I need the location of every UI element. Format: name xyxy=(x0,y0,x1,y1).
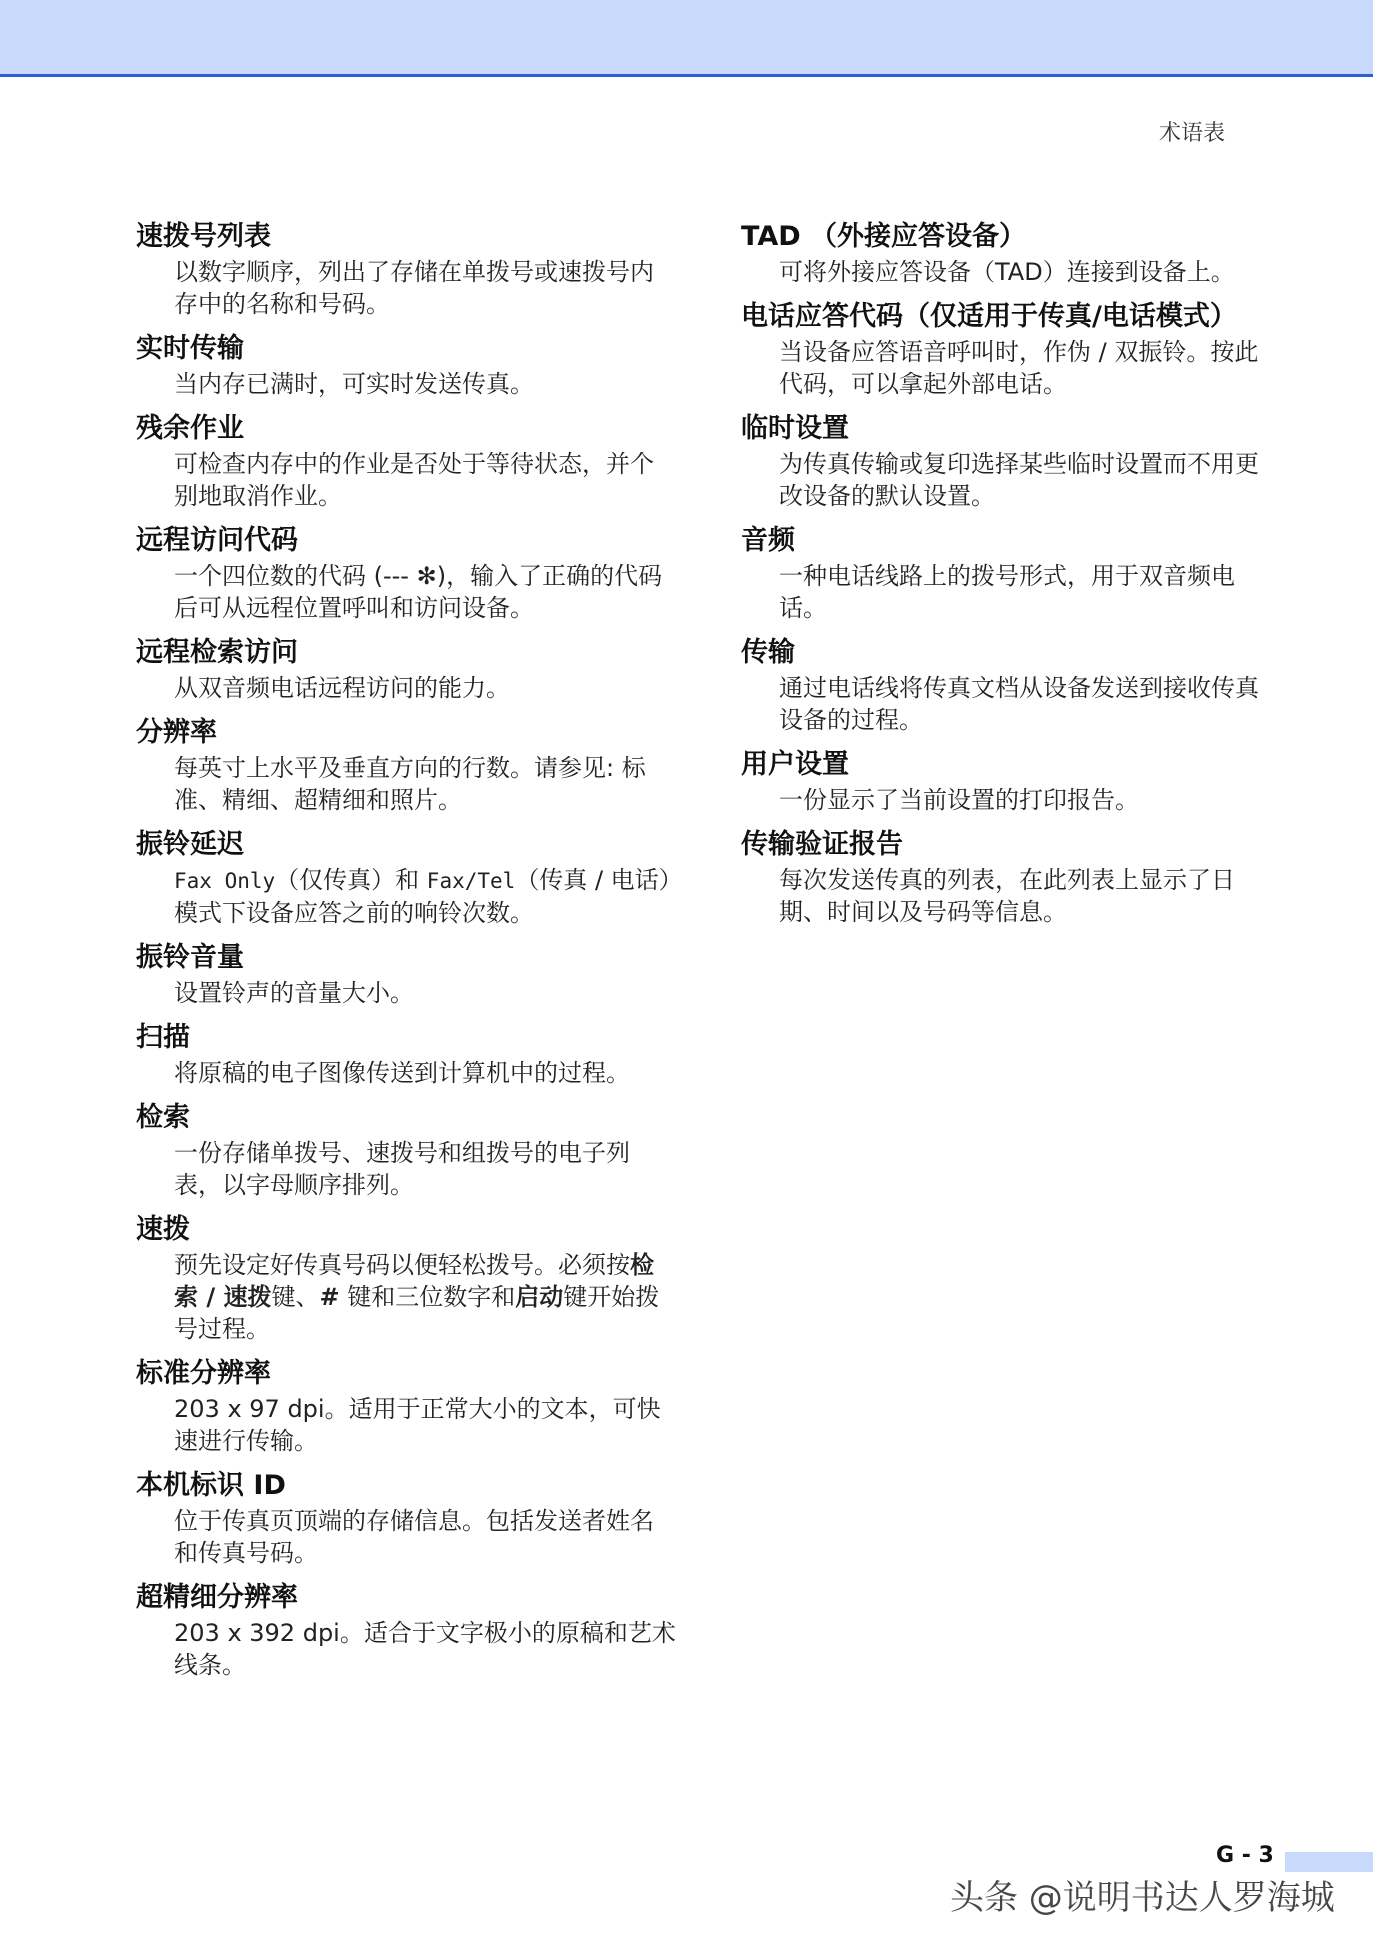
glossary-term: 振铃延迟 xyxy=(136,829,244,860)
glossary-definition: 可检查内存中的作业是否处于等待状态，并个别地取消作业。 xyxy=(174,450,654,510)
glossary-entry xyxy=(741,298,1281,400)
glossary-definition: 当设备应答语音呼叫时，作伪 / 双振铃。按此代码，可以拿起外部电话。 xyxy=(779,338,1259,398)
glossary-entry xyxy=(741,410,1281,512)
definition-text: 键和三位数字和 xyxy=(339,1283,516,1311)
glossary-definition: 为传真传输或复印选择某些临时设置而不用更改设备的默认设置。 xyxy=(779,450,1259,510)
glossary-term: TAD （外接应答设备） xyxy=(741,221,1027,252)
glossary-entry xyxy=(136,410,676,512)
glossary-term: 用户设置 xyxy=(741,749,849,780)
glossary-definition: 一种电话线路上的拨号形式，用于双音频电话。 xyxy=(779,562,1235,622)
glossary-entry xyxy=(136,939,676,1009)
glossary-definition: 一个四位数的代码 (--- ✻)，输入了正确的代码后可从远程位置呼叫和访问设备。 xyxy=(174,562,663,622)
glossary-entry xyxy=(136,826,676,929)
definition-text: 键、 xyxy=(271,1283,320,1311)
glossary-definition: 一份显示了当前设置的打印报告。 xyxy=(779,786,1139,814)
glossary-definition: 设置铃声的音量大小。 xyxy=(174,979,414,1007)
section-title: 术语表 xyxy=(1158,121,1225,146)
glossary-term: 超精细分辨率 xyxy=(136,1582,298,1613)
glossary-definition: 当内存已满时，可实时发送传真。 xyxy=(174,370,534,398)
glossary-term: 传输验证报告 xyxy=(741,829,903,860)
glossary-entry xyxy=(741,634,1281,736)
glossary-term: 远程访问代码 xyxy=(136,525,298,556)
glossary-definition: 一份存储单拨号、速拨号和组拨号的电子列表，以字母顺序排列。 xyxy=(174,1139,630,1199)
glossary-definition: 203 x 392 dpi。适合于文字极小的原稿和艺术线条。 xyxy=(174,1619,676,1679)
glossary-term: 速拨号列表 xyxy=(136,221,271,252)
glossary-definition: 将原稿的电子图像传送到计算机中的过程。 xyxy=(174,1059,630,1087)
glossary-definition: 从双音频电话远程访问的能力。 xyxy=(174,674,510,702)
glossary-right-column xyxy=(741,218,1281,938)
glossary-term: 临时设置 xyxy=(741,413,849,444)
glossary-term: 检索 xyxy=(136,1102,190,1133)
mode-name-fax-tel: Fax/Tel xyxy=(426,869,516,893)
glossary-term: 标准分辨率 xyxy=(136,1358,271,1389)
glossary-entry xyxy=(136,1579,676,1681)
glossary-entry xyxy=(136,218,676,320)
mode-name-fax-only: Fax Only xyxy=(174,869,276,893)
watermark-text: 头条 @说明书达人罗海城 xyxy=(950,1878,1335,1918)
glossary-entry xyxy=(136,1211,676,1345)
glossary-entry xyxy=(136,522,676,624)
glossary-entry xyxy=(741,218,1281,288)
glossary-entry xyxy=(741,746,1281,816)
glossary-term: 传输 xyxy=(741,637,795,668)
glossary-entry xyxy=(136,1099,676,1201)
definition-text: 键开始拨号过程。 xyxy=(174,1283,660,1343)
definition-text: （传真 / 电话）模式下设备应答之前的响铃次数。 xyxy=(174,866,671,927)
key-name-start: 启动 xyxy=(515,1283,564,1311)
glossary-entry xyxy=(136,330,676,400)
glossary-definition: 每次发送传真的列表，在此列表上显示了日期、时间以及号码等信息。 xyxy=(779,866,1235,926)
glossary-term: 分辨率 xyxy=(136,717,217,748)
glossary-term: 本机标识 ID xyxy=(136,1470,286,1501)
glossary-definition: 以数字顺序，列出了存储在单拨号或速拨号内存中的名称和号码。 xyxy=(174,258,654,318)
glossary-term: 远程检索访问 xyxy=(136,637,298,668)
glossary-definition xyxy=(136,864,676,929)
key-name-search-speed-dial: 检索 / 速拨 xyxy=(174,1251,654,1311)
definition-text: （仅传真）和 xyxy=(275,866,427,894)
glossary-term: 振铃音量 xyxy=(136,942,244,973)
glossary-definition: 每英寸上水平及垂直方向的行数。请参见: 标准、精细、超精细和照片。 xyxy=(174,754,646,814)
page-number: G - 3 xyxy=(1216,1843,1274,1868)
glossary-left-column xyxy=(136,218,676,1691)
page-number-bar xyxy=(1285,1852,1373,1872)
header-band xyxy=(0,0,1373,77)
definition-text: 预先设定好传真号码以便轻松拨号。必须按 xyxy=(174,1251,630,1279)
glossary-entry xyxy=(136,634,676,704)
glossary-entry xyxy=(136,714,676,816)
glossary-term: 扫描 xyxy=(136,1022,190,1053)
glossary-entry xyxy=(741,826,1281,928)
glossary-definition: 可将外接应答设备（TAD）连接到设备上。 xyxy=(779,258,1235,286)
glossary-term: 电话应答代码（仅适用于传真/电话模式） xyxy=(741,301,1237,332)
glossary-entry xyxy=(136,1019,676,1089)
glossary-entry xyxy=(741,522,1281,624)
glossary-term: 残余作业 xyxy=(136,413,244,444)
glossary-definition: 位于传真页顶端的存储信息。包括发送者姓名和传真号码。 xyxy=(174,1507,654,1567)
glossary-term: 音频 xyxy=(741,525,795,556)
glossary-definition xyxy=(136,1249,676,1345)
glossary-entry xyxy=(136,1355,676,1457)
glossary-entry xyxy=(136,1467,676,1569)
glossary-term: 速拨 xyxy=(136,1214,190,1245)
glossary-definition: 203 x 97 dpi。适用于正常大小的文本，可快速进行传输。 xyxy=(174,1395,661,1455)
glossary-definition: 通过电话线将传真文档从设备发送到接收传真设备的过程。 xyxy=(779,674,1259,734)
glossary-term: 实时传输 xyxy=(136,333,244,364)
key-name-hash: # xyxy=(319,1283,340,1311)
